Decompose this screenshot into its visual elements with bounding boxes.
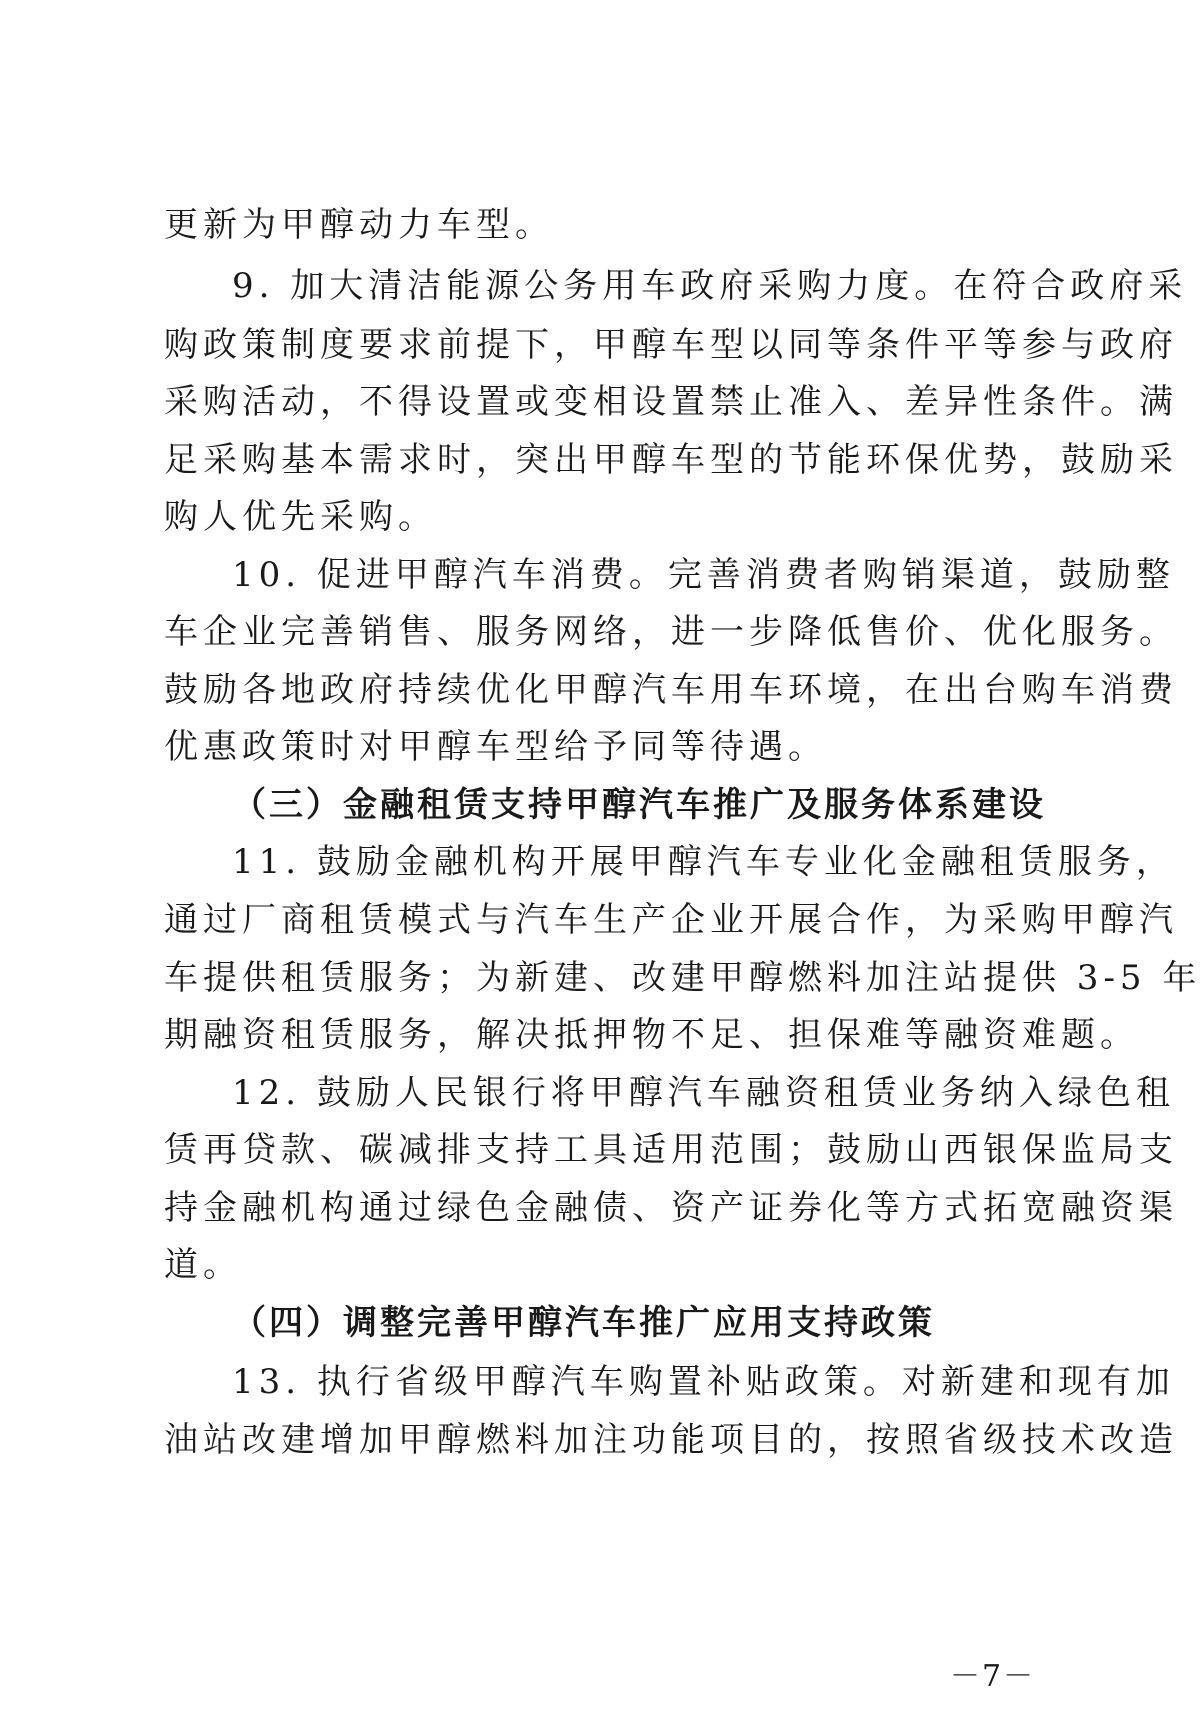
page-number: －7－ [950,1659,1036,1694]
body-line: 油站改建增加甲醇燃料加注功能项目的，按照省级技术改造 [164,1420,1178,1460]
body-line: 购政策制度要求前提下，甲醇车型以同等条件平等参与政府 [164,325,1178,365]
body-line: 鼓励各地政府持续优化甲醇汽车用车环境，在出台购车消费 [164,670,1178,710]
body-line: 足采购基本需求时，突出甲醇车型的节能环保优势，鼓励采 [164,440,1178,480]
section-heading: （四）调整完善甲醇汽车推广应用支持政策 [232,1303,935,1343]
body-line: 购人优先采购。 [164,497,437,537]
body-line: 车企业完善销售、服务网络，进一步降低售价、优化服务。 [164,612,1178,652]
body-line: 更新为甲醇动力车型。 [164,205,554,245]
body-line: 采购活动，不得设置或变相设置禁止准入、差异性条件。满 [164,382,1178,422]
body-line: 9. 加大清洁能源公务用车政府采购力度。在符合政府采 [232,266,1188,306]
body-line: 通过厂商租赁模式与汽车生产企业开展合作，为采购甲醇汽 [164,900,1178,940]
body-line: 11. 鼓励金融机构开展甲醇汽车专业化金融租赁服务， [232,842,1175,882]
body-line: 持金融机构通过绿色金融债、资产证券化等方式拓宽融资渠 [164,1188,1178,1228]
section-heading: （三）金融租赁支持甲醇汽车推广及服务体系建设 [232,785,1046,825]
body-line: 赁再贷款、碳减排支持工具适用范围；鼓励山西银保监局支 [164,1130,1178,1170]
body-line: 10. 促进甲醇汽车消费。完善消费者购销渠道，鼓励整 [232,555,1175,595]
body-line: 优惠政策时对甲醇车型给予同等待遇。 [164,727,827,767]
body-line: 13. 执行省级甲醇汽车购置补贴政策。对新建和现有加 [232,1362,1175,1402]
body-line: 12. 鼓励人民银行将甲醇汽车融资租赁业务纳入绿色租 [232,1073,1175,1113]
body-line: 车提供租赁服务；为新建、改建甲醇燃料加注站提供 3-5 年 [164,958,1202,998]
body-line: 道。 [164,1245,242,1285]
body-line: 期融资租赁服务，解决抵押物不足、担保难等融资难题。 [164,1015,1139,1055]
